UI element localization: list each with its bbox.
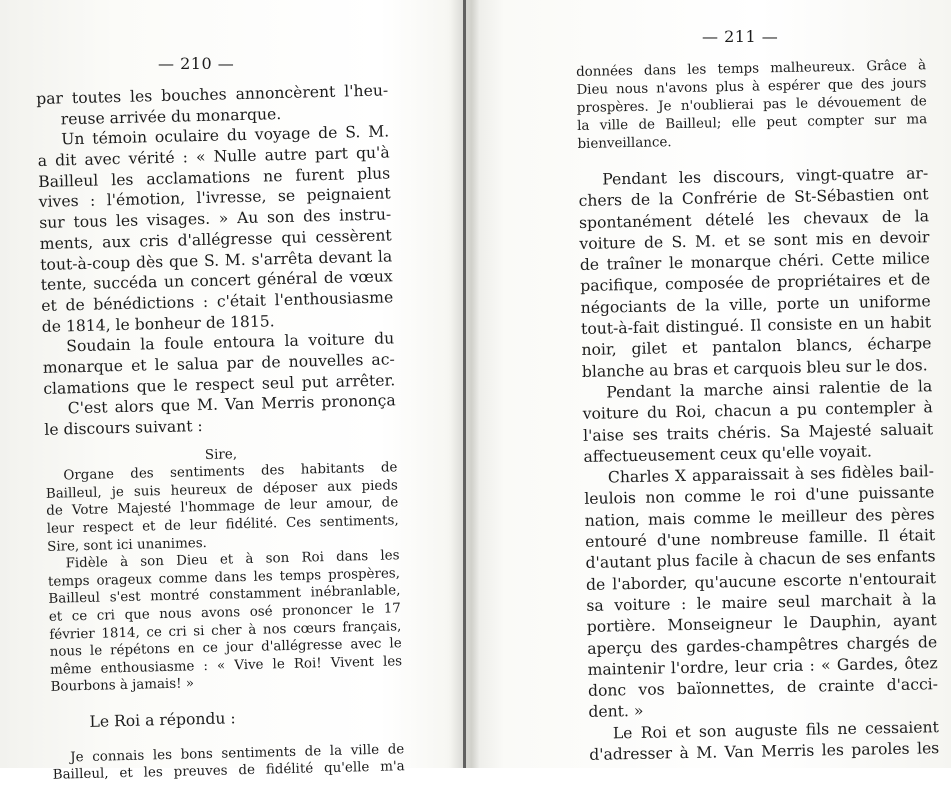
text-line: vives : l'émotion, l'ivresse, se peignaient	[38, 184, 391, 212]
speech-line: Fidèle à son Dieu et à son Roi dans les	[65, 548, 400, 572]
left-page	[0, 0, 465, 784]
text-line: spontanément dételé les chevaux de la	[578, 206, 930, 232]
text-line: a dit avec vérité : « Nulle autre part qu'à	[37, 143, 390, 171]
text-line: le discours suivant :	[44, 417, 203, 439]
text-line: leulois non comme le roi d'une puissante	[584, 483, 935, 509]
speech-line: temps orageux comme dans les temps prospères,	[47, 566, 401, 590]
text-line: dent. »	[588, 702, 644, 722]
text-line: C'est alors que M. Van Merris prononça	[67, 391, 396, 418]
text-line: Charles X apparaissait à ses fidèles bail-	[607, 462, 935, 487]
text-line: voiture de S. M. et se sont mis en devoir	[579, 228, 930, 253]
text-line: donc vos baïonnettes, de crainte d'acci-	[587, 675, 939, 701]
text-line: reuse arrivée du monarque.	[60, 104, 282, 129]
text-line: Pendant les discours, vingt-quatre ar-	[602, 164, 929, 189]
text-line: par toutes les bouches annoncèrent l'heu-	[36, 81, 389, 108]
text-line: chers de la Confrérie de St-Sébastien ont	[578, 185, 929, 211]
text-line: de traîner le monarque chéri. Cette milice	[579, 249, 930, 275]
section-heading: Le Roi a répondu :	[89, 709, 236, 731]
speech-line: de Votre Majesté l'hommage de leur amour, de	[46, 495, 399, 520]
speech-line: leur respect et de leur fidélité. Ces sentiments,	[46, 513, 399, 537]
speech-line: même enthousiasme : « Vive le Roi! Vivent les	[50, 654, 403, 678]
speech-line: Sire, sont ici unanimes.	[47, 535, 208, 555]
text-line: et de bénédictions : c'était l'enthousiasme	[41, 288, 394, 315]
text-line: d'adresser à M. Van Merris les paroles les	[589, 739, 940, 764]
text-line: Pendant la marche ainsi ralentie de la	[606, 377, 933, 402]
speech-line: Bourbons à jamais! »	[50, 676, 195, 696]
text-line: Un témoin oculaire du voyage de S. M.	[61, 122, 390, 149]
text-line: tente, succéda un concert général de vœux	[40, 267, 393, 295]
right-page	[470, 0, 951, 768]
text-line: monarque et le salua par de nouvelles ac-	[42, 350, 395, 377]
text-line: affectueusement ceux qu'elle voyait.	[583, 442, 873, 466]
speech-line: nous le répétons en ce jour d'allégresse avec le	[49, 636, 402, 661]
text-line: portière. Monseigneur le Dauphin, ayant	[586, 611, 937, 637]
speech-line: Je connais les bons sentiments de la ville de	[70, 741, 405, 766]
text-line: tout-à-fait distingué. Il consiste en un habit	[580, 313, 932, 339]
text-line: voiture du Roi, chacun a pu contempler à	[582, 398, 933, 424]
speech-line: la ville de Bailleul; elle peut compter sur ma	[577, 112, 928, 134]
text-line: Le Roi et son auguste fils ne cessaient	[612, 717, 939, 743]
text-line: entouré d'une nombreuse famille. Il était	[585, 526, 936, 551]
speech-line: Bailleul, et les preuves de fidélité qu'elle m'a	[52, 759, 405, 784]
speech-line: Organe des sentiments des habitants de	[63, 460, 398, 484]
speech-line: prospères. Je n'oublierai pas le dévouement de	[576, 94, 927, 116]
text-line: pacifique, composée de propriétaires et de	[580, 270, 931, 296]
text-line: sa voiture : le maire seul marchait à la	[586, 590, 937, 615]
text-line: négociants de la ville, porte un uniforme	[580, 292, 931, 317]
text-line: aperçu des gardes-champêtres chargés de	[587, 632, 938, 658]
text-line: d'autant plus facile à chacun de ses enfants	[585, 547, 936, 573]
text-line: sur tous les visages. » Au son des instru-	[39, 205, 392, 233]
text-line: blanche au bras et carquois bleu sur le dos.	[581, 355, 928, 381]
page-number: — 210 —	[158, 54, 235, 73]
page-number: — 211 —	[702, 27, 779, 46]
speech-line: et ce cri que nous avons osé prononcer le 17	[48, 601, 401, 625]
text-line: tout-à-coup dès que S. M. s'arrêta devant la	[40, 246, 393, 274]
text-line: clamations que le respect seul put arrêter.	[43, 370, 396, 398]
text-line: de 1814, le bonheur de 1815.	[41, 311, 275, 336]
speech-line: Dieu nous n'avons plus à espérer que des jours	[576, 76, 927, 98]
speech-line: Bailleul s'est montré constamment inébranlable,	[48, 583, 401, 608]
text-line: de l'aborder, qu'aucune escorte n'entourait	[585, 568, 937, 594]
page-text	[36, 80, 405, 784]
text-line: maintenir l'ordre, leur cria : « Gardes, ôtez	[587, 653, 938, 679]
speech-salutation: Sire,	[204, 446, 238, 463]
speech-line: Bailleul, je suis heureux de déposer aux pieds	[45, 478, 398, 502]
speech-line: février 1814, ce cri si cher à nos cœurs français,	[49, 618, 402, 643]
text-line: ments, aux cris d'allégresse qui cessèrent	[39, 226, 392, 253]
text-line: nation, mais comme le meilleur des pères	[584, 504, 935, 530]
speech-line: données dans les temps malheureux. Grâce à	[576, 58, 927, 80]
text-line: l'aise ses traits chéris. Sa Majesté saluait	[582, 419, 934, 445]
text-line: noir, gilet et pantalon blancs, écharpe	[581, 334, 932, 360]
text-line: Soudain la foule entoura la voiture du	[66, 329, 395, 356]
speech-line: bienveillance.	[577, 135, 672, 152]
page-text	[576, 57, 939, 766]
text-line: Bailleul les acclamations ne furent plus	[38, 164, 391, 191]
